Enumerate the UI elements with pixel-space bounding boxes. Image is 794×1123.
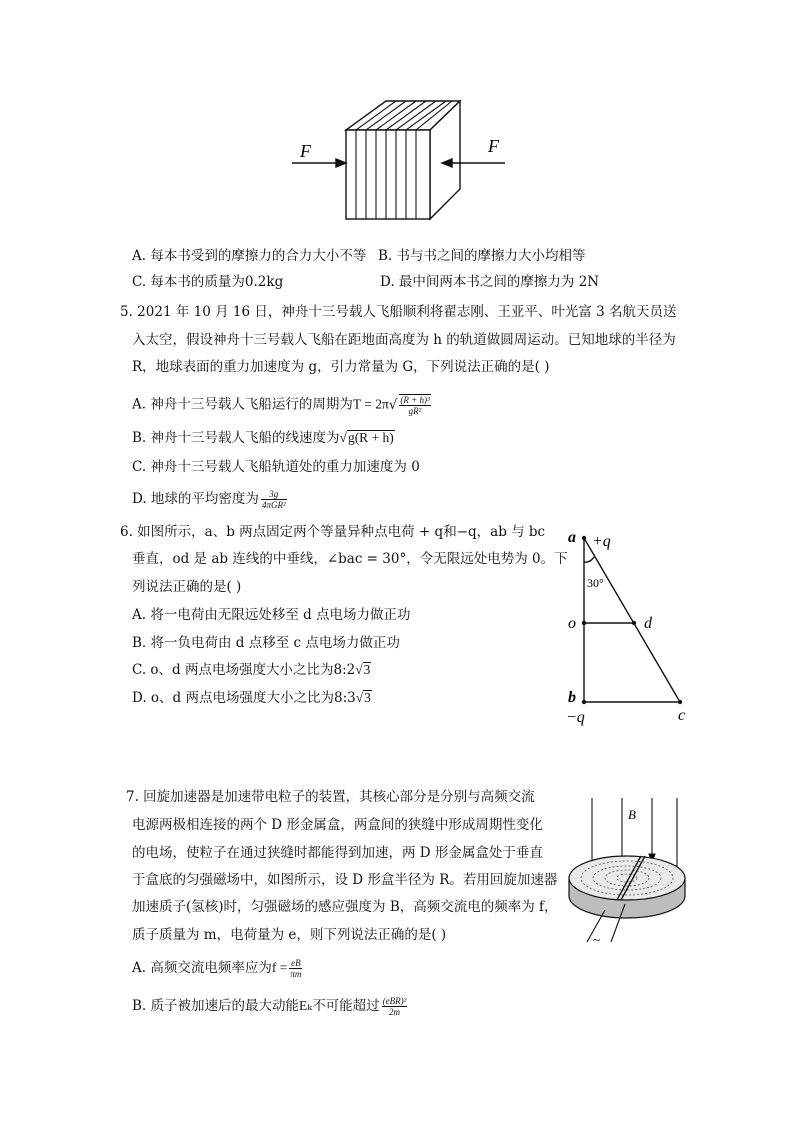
cyclotron-figure bbox=[565, 792, 695, 952]
line-ac bbox=[584, 538, 680, 702]
q5-option-d[interactable] bbox=[132, 489, 287, 510]
q5-stem-line-1: 5. 2021 年 10 月 16 日，神舟十三号载人飞船顺利将翟志刚、王亚平、叶光富 3 名航天员送 bbox=[120, 304, 677, 320]
q5-option-b[interactable]: B. 神舟十三号载人飞船的线速度为√g(R + h) bbox=[132, 430, 394, 446]
q7-stem-line-4: 于盒底的匀强磁场中，如图所示，设 D 形盒半径为 R。若用回旋加速器 bbox=[132, 872, 558, 888]
point-a-label: a bbox=[568, 529, 576, 546]
q7-option-b-expr: Eₖ bbox=[299, 998, 313, 1013]
charges-triangle-figure bbox=[560, 526, 700, 726]
q6-option-c-root: 3 bbox=[363, 662, 371, 677]
q5-option-b-text: B. 神舟十三号载人飞船的线速度为 bbox=[132, 430, 340, 446]
q6-option-c[interactable]: C. o、d 两点电场强度大小之比为8:2√3 bbox=[132, 662, 371, 678]
q4-option-b[interactable]: B. 书与书之间的摩擦力大小均相等 bbox=[378, 248, 586, 264]
q7-option-a-text: A. 高频交流电频率应为 bbox=[132, 960, 272, 976]
angle-label: 30° bbox=[587, 576, 604, 590]
q4-option-d[interactable]: D. 最中间两本书之间的摩擦力为 2N bbox=[380, 274, 600, 290]
q6-option-d-text: D. o、d 两点电场强度大小之比为8:3 bbox=[132, 690, 356, 706]
point-c-label: c bbox=[678, 707, 686, 724]
q5-option-c[interactable]: C. 神舟十三号载人飞船轨道处的重力加速度为 0 bbox=[132, 459, 420, 475]
q7-option-b[interactable] bbox=[132, 996, 407, 1017]
q4-option-c[interactable]: C. 每本书的质量为0.2kg bbox=[132, 274, 284, 290]
q5-option-a-text: A. 神舟十三号载人飞船运行的周期为 bbox=[132, 396, 353, 413]
q7-option-a[interactable] bbox=[132, 958, 302, 979]
q7-option-a-expr: f = bbox=[271, 960, 288, 975]
point-o-label: o bbox=[568, 615, 576, 632]
q7-option-b-fraction: $\frac{\text{(eBR)²}}{2m}$ bbox=[382, 996, 407, 1017]
q7-stem-line-2: 电源两极相连接的两个 D 形金属盒，两盒间的狭缝中形成周期性变化 bbox=[132, 817, 543, 833]
point-d-label: d bbox=[644, 615, 652, 632]
q6-option-d[interactable]: D. o、d 两点电场强度大小之比为8:3√3 bbox=[132, 690, 371, 706]
magnetic-field-label: B bbox=[628, 807, 636, 822]
q5-option-b-expr: g(R + h) bbox=[347, 430, 394, 445]
q6-option-a[interactable]: A. 将一电荷由无限远处移至 d 点电场力做正功 bbox=[132, 607, 411, 623]
q7-option-b-text-2: 不可能超过 bbox=[312, 998, 380, 1014]
q5-option-a[interactable]: A. 神舟十三号载人飞船运行的周期为T = 2π√ $\frac{\text{(R + h)³}}{\text{gR²}}$ bbox=[132, 395, 430, 416]
q6-stem-line-3: 列说法正确的是( ) bbox=[132, 579, 242, 595]
q6-option-c-text: C. o、d 两点电场强度大小之比为8:2 bbox=[132, 662, 356, 678]
q7-stem-line-3: 的电场，使粒子在通过狭缝时都能得到加速，两 D 形金属盒处于垂直 bbox=[132, 845, 543, 861]
q6-option-d-root: 3 bbox=[364, 690, 371, 705]
q7-option-b-text: B. 质子被加速后的最大动能 bbox=[132, 998, 300, 1014]
plus-q-label: +q bbox=[592, 533, 611, 550]
q6-stem-line-2: 垂直，od 是 ab 连线的中垂线，∠bac = 30°，令无限远处电势为 0。下 bbox=[132, 551, 568, 567]
minus-q-label: −q bbox=[566, 709, 585, 726]
q4-option-a[interactable]: A. 每本书受到的摩擦力的合力大小不等 bbox=[132, 248, 367, 264]
books-force-figure bbox=[290, 95, 520, 225]
force-right-arrow bbox=[442, 159, 505, 167]
q7-stem-line-6: 质子质量为 m，电荷量为 e，则下列说法正确的是( ) bbox=[132, 927, 447, 943]
q7-stem-line-5: 加速质子(氢核)时，匀强磁场的感应强度为 B，高频交流电的频率为 f， bbox=[132, 899, 558, 915]
q5-stem-line-2: 入太空，假设神舟十三号载人飞船在距地面高度为 h 的轨道做圆周运动。已知地球的半径为 bbox=[132, 332, 676, 348]
q7-stem-line-1: 7. 回旋加速器是加速带电粒子的装置，其核心部分是分别与高频交流 bbox=[126, 789, 535, 805]
q5-stem-line-3: R，地球表面的重力加速度为 g，引力常量为 G，下列说法正确的是( ) bbox=[132, 359, 550, 375]
q6-option-b[interactable]: B. 将一负电荷由 d 点移至 c 点电场力做正功 bbox=[132, 635, 400, 651]
force-left-label: F bbox=[300, 141, 311, 161]
q5-option-d-text: D. 地球的平均密度为 bbox=[132, 491, 259, 507]
ac-source-symbol: ~ bbox=[593, 932, 601, 947]
q5-option-a-fraction: $\frac{\text{(R + h)³}}{\text{gR²}}$ bbox=[400, 395, 430, 416]
q5-option-d-fraction: $\frac{3g}{\text{4πGR²}}$ bbox=[261, 489, 286, 510]
point-b-label: b bbox=[568, 689, 576, 706]
q5-option-a-expr: T = 2π bbox=[352, 396, 389, 412]
q7-option-a-fraction: $\frac{eB}{\pi m}$ bbox=[290, 958, 302, 979]
force-right-label: F bbox=[488, 136, 499, 156]
q6-stem-line-1: 6. 如图所示，a、b 两点固定两个等量异种点电荷 + q和−q，ab 与 bc bbox=[120, 524, 546, 540]
